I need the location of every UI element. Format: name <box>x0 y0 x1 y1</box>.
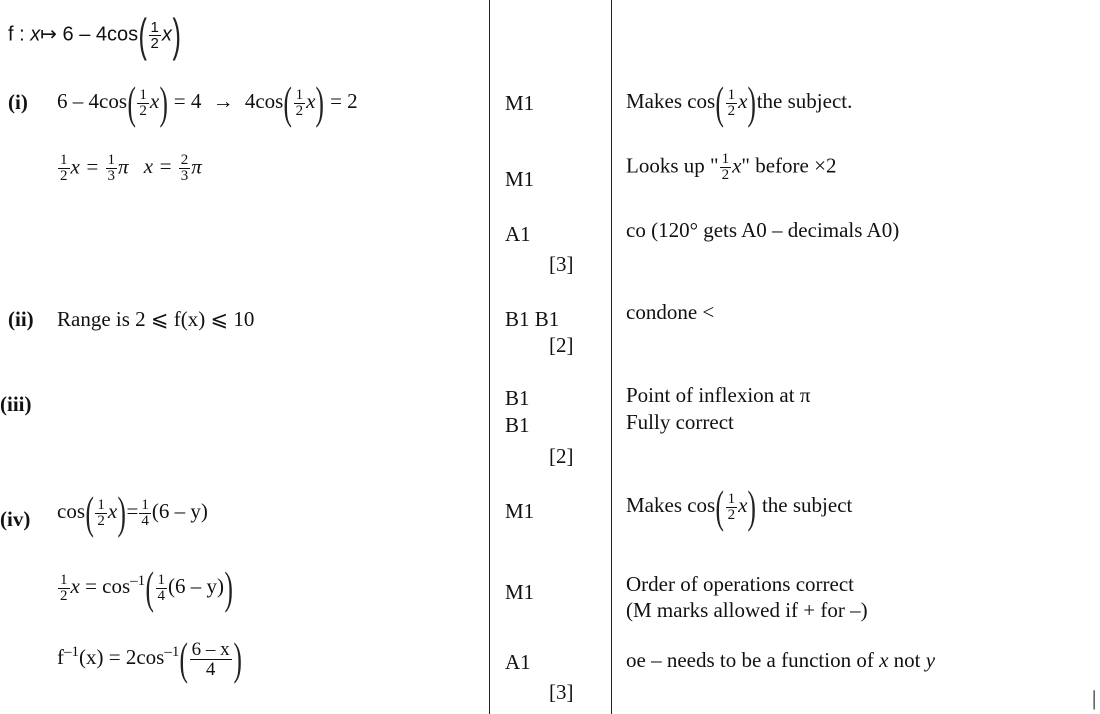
note-iv-2: Order of operations correct <box>626 572 854 596</box>
mark-iv-1: M1 <box>505 499 535 523</box>
mark-i-2: M1 <box>505 167 535 191</box>
column-divider-right <box>611 0 612 714</box>
total-i: [3] <box>549 252 574 276</box>
note-iii-2: Fully correct <box>626 410 734 434</box>
mark-iii-1: B1 <box>505 386 530 410</box>
note-iii-1: Point of inflexion at π <box>626 383 811 407</box>
note-i-2: Looks up " $\frac{1}{2}$ x" before ×2 <box>626 151 837 183</box>
mark-i-3: A1 <box>505 222 531 246</box>
function-definition: f : x↦ 6 – 4cos( $\frac{1}{2}$ x) <box>8 9 181 61</box>
mark-iii-2: B1 <box>505 413 530 437</box>
part-iv-line3: $f^{-1}(x) = 2\cos^{-1}$( $\frac{6 - x}{4}$ ) <box>57 633 242 684</box>
part-i-equation: 6 – 4cos( $\frac{1}{2}$ x) = 4 → 4cos( $\frac{1}{2}$ x) = 2 <box>57 77 358 128</box>
part-iv-line1: cos( $\frac{1}{2}$ x)= $\frac{1}{4}$ (6 – y) <box>57 487 208 538</box>
part-i-label: (i) <box>8 90 28 114</box>
mark-iv-3: A1 <box>505 650 531 674</box>
note-i-1: Makes cos( $\frac{1}{2}$ x)the subject. <box>626 77 853 128</box>
edge-mark: | <box>1092 686 1097 710</box>
note-iv-4: oe – needs to be a function of x not y <box>626 648 936 672</box>
part-ii-label: (ii) <box>8 307 34 331</box>
part-iv-line2: $\frac{1}{2}$ $x = \cos^{-1}$( $\frac{1}{4}$ (6 – y)) <box>60 562 233 613</box>
part-iv-label: (iv) <box>0 507 31 531</box>
note-i-3: co (120° gets A0 – decimals A0) <box>626 218 900 242</box>
note-iv-3: (M marks allowed if + for –) <box>626 598 868 622</box>
total-iii: [2] <box>549 444 574 468</box>
part-iii-label: (iii) <box>0 392 32 416</box>
total-iv: [3] <box>549 680 574 704</box>
mark-ii: B1 B1 <box>505 307 560 331</box>
total-ii: [2] <box>549 333 574 357</box>
mark-iv-2: M1 <box>505 580 535 604</box>
note-iv-1: Makes cos( $\frac{1}{2}$ x) the subject <box>626 481 853 532</box>
mark-i-1: M1 <box>505 91 535 115</box>
note-ii: condone < <box>626 300 715 324</box>
part-ii-text: Range is 2 ⩽ f(x) ⩽ 10 <box>57 307 255 331</box>
part-i-solution: $\frac{1}{2}$ x = $\frac{1}{3}$ π x = $\frac{2}{3}$ π <box>60 152 202 184</box>
column-divider-left <box>489 0 490 714</box>
